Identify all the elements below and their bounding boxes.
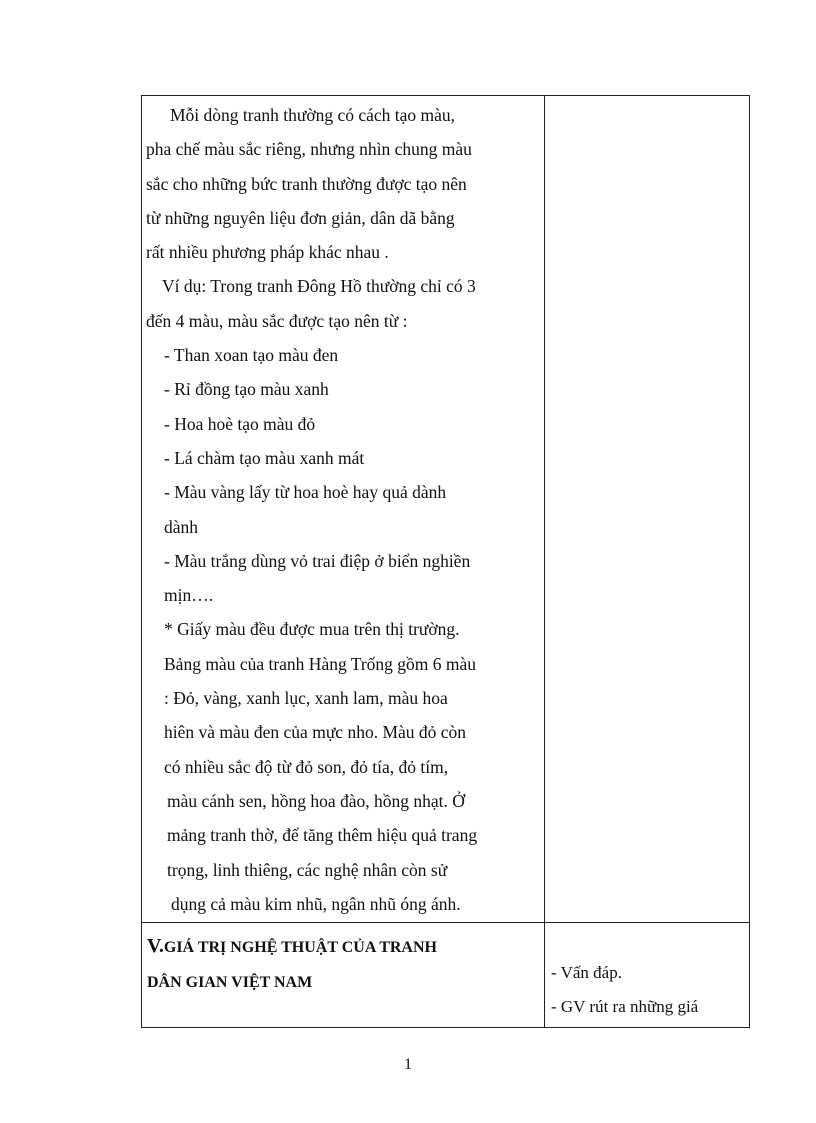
section-title-line-2: DÂN GIAN VIỆT NAM [147,974,313,991]
list-item: - Màu trắng dùng vỏ trai điệp ở biển nghiền [164,550,471,571]
section-heading [142,923,544,1000]
note-line: * Giấy màu đều được mua trên thị trường. [164,619,460,640]
section-roman-numeral: V. [147,935,164,957]
text-line: hiên và màu đen của mực nho. Màu đỏ còn [164,722,467,743]
section-heading-cell [142,923,545,1028]
text-line: trọng, linh thiêng, các nghệ nhân còn sử [167,859,448,880]
list-item: - Màu vàng lấy từ hoa hoè hay quả dành [164,482,447,503]
section-title-line-1: GIÁ TRỊ NGHỆ THUẬT CỦA TRANH [163,939,437,956]
table-row [142,923,750,1028]
text-line: Ví dụ: Trong tranh Đông Hồ thường chỉ có 3 [162,276,476,297]
notes-cell [545,96,750,923]
text-line: dành [164,516,199,537]
text-line: mịn…. [164,585,214,606]
page-number: 1 [404,1056,412,1073]
method-line: - Vấn đáp. [551,963,622,982]
list-item: - Lá chàm tạo màu xanh mát [164,447,365,468]
text-line: : Đỏ, vàng, xanh lục, xanh lam, màu hoa [164,688,448,709]
list-item: - Hoa hoè tạo màu đỏ [164,413,316,434]
text-line: Bảng màu của tranh Hàng Trống gồm 6 màu [164,653,477,674]
text-line: sắc cho những bức tranh thường được tạo nên [146,173,467,194]
text-line: màu cánh sen, hồng hoa đào, hồng nhạt. Ở [167,790,465,811]
text-line: từ những nguyên liệu đơn giản, dân dã bằng [146,207,455,228]
text-line: dụng cả màu kim nhũ, ngân nhũ óng ánh. [171,893,461,914]
list-item: - Than xoan tạo màu đen [164,345,339,366]
list-item: - Rỉ đồng tạo màu xanh [164,379,329,400]
text-line: có nhiều sắc độ từ đỏ son, đỏ tía, đỏ tím, [164,756,449,777]
content-cell [142,96,545,923]
text-line: Mỗi dòng tranh thường có cách tạo màu, [170,105,456,125]
text-line: rất nhiều phương pháp khác nhau . [146,242,389,263]
text-line: pha chế màu sắc riêng, nhưng nhìn chung màu [146,139,472,160]
table-row [142,96,750,923]
method-line: - GV rút ra những giá [551,997,699,1016]
text-line: đến 4 màu, màu sắc được tạo nên từ : [146,310,408,331]
text-line: mảng tranh thờ, để tăng thêm hiệu quả trang [167,825,478,846]
method-cell [545,923,750,1028]
lesson-table [141,95,750,1028]
